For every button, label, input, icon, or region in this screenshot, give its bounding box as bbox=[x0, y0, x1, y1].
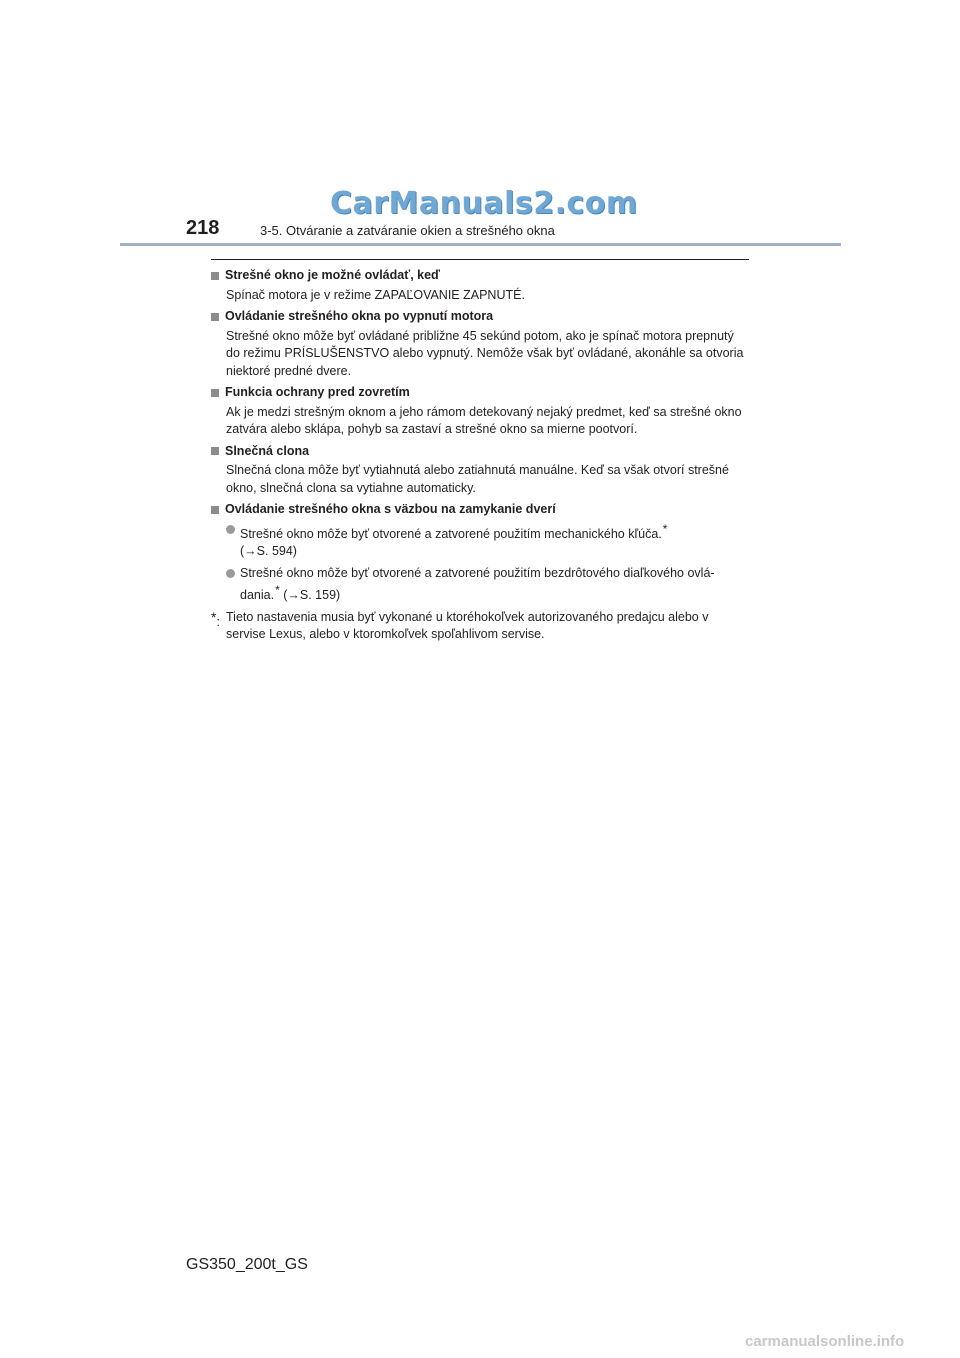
content-divider bbox=[211, 259, 749, 260]
footnote-mark bbox=[211, 609, 226, 644]
footnote bbox=[211, 609, 747, 644]
page-reference: (→S. 159) bbox=[283, 588, 341, 602]
section-heading-text: Strešné okno je možné ovládať, keď bbox=[225, 268, 441, 282]
content-body bbox=[211, 267, 747, 644]
footnote-star: * bbox=[275, 583, 280, 597]
list-item-body: Strešné okno môže byť otvorené a zatvorené použitím mechanického kľúča. bbox=[240, 526, 662, 541]
section-heading-text: Slnečná clona bbox=[225, 443, 310, 458]
page-number: 218 bbox=[186, 217, 220, 239]
section-title: 3-5. Otváranie a zatváranie okien a strešného okna bbox=[260, 223, 555, 238]
header-divider bbox=[120, 243, 841, 246]
square-bullet-icon bbox=[211, 447, 219, 455]
watermark-bottom: carmanualsonline.info bbox=[745, 1333, 905, 1350]
footnote-colon: : bbox=[216, 614, 220, 629]
section-heading-text: Funkcia ochrany pred zovretím bbox=[225, 385, 410, 399]
section-sunroof-operable bbox=[211, 267, 747, 304]
section-body-text: Spínač motora je v režime ZAPAĽOVANIE ZAPNUTÉ. bbox=[226, 287, 525, 302]
list-item bbox=[226, 565, 747, 605]
section-after-engine-off bbox=[211, 308, 747, 380]
circle-bullet-icon bbox=[226, 525, 235, 534]
section-heading bbox=[211, 308, 747, 326]
section-heading bbox=[211, 384, 747, 402]
footer-model-code: GS350_200t_GS bbox=[186, 1256, 308, 1273]
list-item-text bbox=[240, 565, 747, 605]
square-bullet-icon bbox=[211, 506, 219, 514]
section-jam-protection bbox=[211, 384, 747, 439]
bullet-list bbox=[211, 521, 747, 605]
circle-bullet-icon bbox=[226, 569, 235, 578]
section-heading-text: Ovládanie strešného okna s väzbou na zamykanie dverí bbox=[225, 502, 556, 516]
section-body-text: Ak je medzi strešným oknom a jeho rámom detekovaný nejaký predmet, keď sa strešné okno zatvára alebo sklápa, pohyb sa zastaví a strešné okno sa mierne pootvorí. bbox=[226, 404, 742, 436]
list-item bbox=[226, 521, 747, 561]
section-heading bbox=[211, 443, 747, 461]
page-reference: (→S. 594) bbox=[240, 544, 297, 558]
watermark-logo-carmanuals2: CarManuals2.com bbox=[330, 186, 638, 221]
section-sunshade bbox=[211, 443, 747, 498]
square-bullet-icon bbox=[211, 389, 219, 397]
list-item-body: Strešné okno môže byť otvorené a zatvorené použitím bezdrôtového diaľkového ovládania. bbox=[240, 565, 715, 602]
footnote-star: * bbox=[211, 608, 217, 625]
section-heading bbox=[211, 267, 747, 285]
section-body-text: Strešné okno môže byť ovládané približne 45 sekúnd potom, ako je spínač motora prepnutý do režimu PRÍSLUŠENSTVO alebo vypnutý. Nemôže však byť ovládané, akonáhle sa otvoria niektoré predné dvere. bbox=[226, 328, 744, 378]
footnote-star: * bbox=[662, 521, 668, 536]
section-heading bbox=[211, 501, 747, 519]
footnote-text: Tieto nastavenia musia byť vykonané u ktoréhokoľvek autorizovaného predajcu alebo v servise Lexus, alebo v ktoromkoľvek spoľahlivom servise. bbox=[226, 609, 709, 641]
section-door-lock-linked bbox=[211, 501, 747, 605]
square-bullet-icon bbox=[211, 313, 219, 321]
list-item-text bbox=[240, 521, 747, 561]
section-heading-text: Ovládanie strešného okna po vypnutí motora bbox=[225, 309, 494, 323]
section-body-text: Slnečná clona môže byť vytiahnutá alebo zatiahnutá manuálne. Keď sa však otvorí strešné okno, slnečná clona sa vytiahne automaticky. bbox=[226, 463, 729, 495]
square-bullet-icon bbox=[211, 272, 219, 280]
